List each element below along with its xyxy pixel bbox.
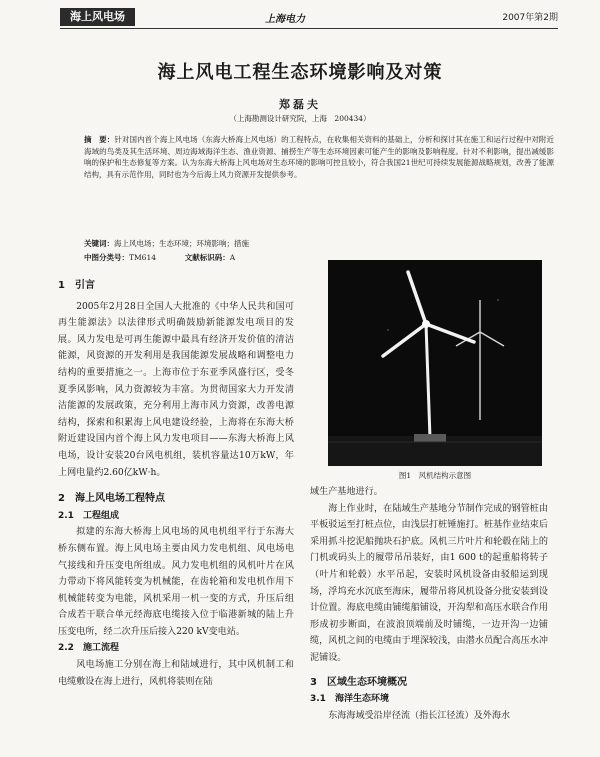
section-1-heading: 1 引言 [58, 280, 95, 291]
header-rule [60, 28, 558, 29]
abstract [84, 134, 554, 180]
section-2-heading: 2 海上风电场工程特点 [58, 493, 165, 505]
keywords [84, 238, 554, 249]
construction-paragraph: 风电场施工分别在海上和陆域进行，其中风机制工和电缆敷设在海上进行，风机将装则在陆 [58, 660, 294, 687]
keywords-text: 海上风电场；生态环境；环境影响；措施 [114, 239, 249, 248]
clc-value: TM614 [129, 253, 156, 262]
section-3-1-heading: 3.1 海洋生态环境 [310, 694, 389, 705]
keywords-label: 关键词： [84, 239, 114, 248]
wind-turbine-illustration [328, 260, 542, 466]
wind-turbine-photo [328, 260, 542, 466]
issue-number: 2007年第2期 [502, 13, 558, 23]
section-tag: 海上风电场 [60, 8, 135, 26]
engineering-composition-paragraph: 拟建的东海大桥海上风电场的风电机组平行于东海大桥东侧布置。海上风电场主要由风力发电机组、风电场电气接线和升压变电所组成。风力发电机组的风机叶片在风力带动下将风能转变为机械能，在齿轮箱和发电机作用下机械能转变为电能，风机采用一机一变的方式，升压后组合成若干联合单元经海底电缆接入位于临港新城的陆上升压变电所，经二次升压后接入220 kV变电站。 [58, 527, 294, 637]
abstract-text: 针对国内首个海上风电场（东海大桥海上风电场）的工程特点，在收集相关资料的基础上，分析和探讨其在施工和运行过程中对附近海域的鸟类及其生活环境、周边海域海洋生态、渔业资源、捕捞生产等生态环境因素可能产生的影响及影响程度。针对不利影响，提出减缓影响的保护和生态修复等方案。认为东海大桥海上风电场对生态环境的影响可控且较小，符合我国21世纪可持续发展能源战略规划，改善了能源结构，具有示范作用，同时也为今后海上风力资源开发提供参考。 [84, 135, 554, 179]
paper-title: 海上风电工程生态环境影响及对策 [157, 62, 443, 83]
right-column [310, 484, 548, 724]
intro-paragraph: 2005年2月28日全国人大批准的《中华人民共和国可再生能源法》以法律形式明确鼓励新能源发电项目的发展。风力发电是可再生能源中最具有经济开发价值的清洁能源，风资源的开发利用是我国能源发展战略和调整电力结构的重要措施之一。上海市位于东亚季风盛行区，受冬夏季风影响，风力资源较为丰富。为贯彻国家大力开发清洁能源的发展政策，充分利用上海市风力资源，改善电源结构，探索和积累海上风电建设经验，上海将在东海大桥附近建设国内首个海上风力发电项目——东海大桥海上风电场，设计安装20台风电机组，装机容量达10万kW，年上网电量约2.60亿kW·h。 [58, 301, 294, 478]
section-3-heading: 3 区域生态环境概况 [310, 676, 407, 688]
doc-code-label: 文献标识码： [184, 253, 230, 262]
section-2-2-heading: 2.2 施工流程 [58, 643, 119, 654]
offshore-work-paragraph: 海上作业时，在陆域生产基地分节制作完成的钢管桩由平板驳运至打桩点位，由浅层打桩锤施打。桩基作业结束后采用抓斗挖泥船抛块石护底。风机三片叶片和轮毂在陆上的门机或码头上的履带吊吊装好，由1 600 t的起重船将转子（叶片和轮毂）水平吊起，安装时风机设备由驳船运到现场，浮坞充水沉底至海床，履带吊将风机设备分批安装到设计位置。海底电缆由铺缆船铺设，开沟犁和高压水联合作用形成初步断面，在波浪顶端前及时铺缆，一边开沟一边铺缆，风机之间的电缆由于埋深较浅，由潜水员配合高压水冲泥铺设。 [310, 503, 548, 663]
clc-label: 中图分类号： [84, 253, 129, 262]
abstract-label: 摘 要： [84, 135, 115, 144]
journal-name: 上海电力 [265, 14, 305, 25]
left-column [58, 278, 294, 690]
figure-caption: 图1 风机结构示意图 [398, 471, 472, 480]
affiliation: （上海勘测设计研究院，上海 200434） [229, 114, 371, 123]
author: 郑磊夫 [279, 98, 321, 111]
continued-paragraph: 域生产基地进行。 [310, 487, 383, 497]
section-2-1-heading: 2.1 工程组成 [58, 510, 119, 521]
marine-ecology-paragraph: 东海海域受沿岸径流（指长江径流）及外海水 [328, 710, 511, 721]
doc-code-value: A [229, 253, 236, 262]
